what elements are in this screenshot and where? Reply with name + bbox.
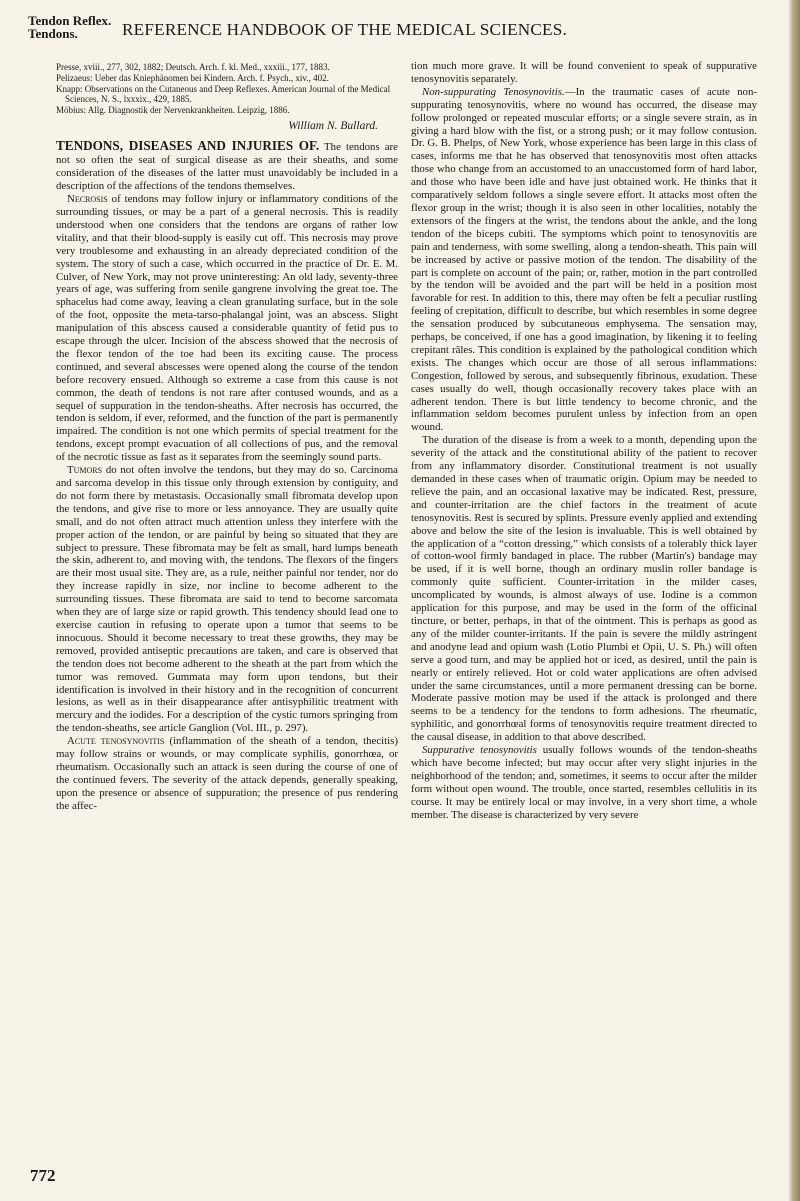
nonsupp-label: Non-suppurating Tenosynovitis. [422,85,565,98]
left-column [56,62,398,813]
reference-entry: Presse, xviii., 277, 302, 1882; Deutsch. Arch. f. kl. Med., xxxiii., 177, 1883. [56,62,330,72]
necrosis-label: Necrosis [67,193,108,206]
running-head [28,14,780,50]
right-column [411,60,757,821]
continuation-paragraph: tion much more grave. It will be found convenient to speak of suppurative tenosynovitis separately. [411,60,757,85]
acute-label: Acute tenosynovitis [67,735,165,748]
suppurative-text: usually follows wounds of the tendon-sheaths which have become infected; but may occur after very slight injuries in the neighborhood of the tendon; and, sometimes, it seems to occur after the milder form without open wound. The trouble, once started, resembles cellulitis in its course. It may be entirely local or may involve, in a very short time, a whole member. The disease is characterized by very severe [411,744,758,821]
page-number: 772 [30,1166,56,1185]
suppurative-paragraph [411,744,757,821]
reference-entry: Möbius: Allg. Diagnostik der Nervenkrankheiten. Leipzig, 1886. [56,105,290,116]
tumors-label: Tumors [67,464,103,477]
book-title: REFERENCE HANDBOOK OF THE MEDICAL SCIENCES. [122,20,567,39]
side-heading-line-2: Tendons. [28,26,78,41]
reference-entry: Pelizaeus: Ueber das Kniephänomen bei Kindern. Arch. f. Psych., xiv., 402. [56,72,329,83]
intro-text: The tendons are not so often the seat of surgical disease as are their sheaths, and some consideration of the diseases of the latter must unavoidably be included in a description of the affections of the tendons themselves. [56,141,398,193]
necrosis-text: of tendons may follow injury or inflammatory conditions of the surrounding tissues, or may be a part of a general necrosis. This is readily understood when one considers that the tendons are organs of rather low vitality, and that their blood-supply is easily cut off. This necrosis may prove very troublesome and exhausting in an already depreciated condition of the system. The story of such a case, which occurred in the practice of Dr. E. M. Culver, of New York, may not prove uninteresting: An old lady, seventy-three years of age, was suffering from senile gangrene involving the great toe. The sphacelus had come away, leaving a clean granulating surface, but in the sole of the foot, opposite the meta-tarso-phalangal joint, was an abscess. Slight manipulation of this abscess caused a considerable quantity of fetid pus to escape through the ulcer. Incision of the abscess showed that the necrosis of the flexor tendon of the toe had been its exciting cause. The process continued, and several abscesses were opened along the course of the tendon before recovery ensued. Although so extreme a case from this cause is not common, the death of tendons is not rare after contused wounds, and as a sequel of suppuration in the tendon-sheaths. After necrosis has occurred, the tendon is seldom, if ever, reformed, and the function of the part is permanently impaired. The condition is not one which permits of special treatment for the tendons, except prompt evacuation of all collections of pus, and the removal of the necrotic tissue as fast as it separates from the seemingly sound parts. [56,193,398,464]
acute-text: (inflammation of the sheath of a tendon, thecitis) may follow strains or wounds, or may complicate syphilis, gonorrhœa, or rheumatism. Occasionally such an attack is seen during the course of one of the continued fevers. The severity of the attack depends, generally speaking, upon the presence or absence of suppuration; the presence of pus rendering the affec- [56,735,398,812]
intro-paragraph [56,139,398,193]
side-heading [28,14,111,40]
acute-paragraph [56,735,398,812]
tumors-text: do not often involve the tendons, but they may do so. Carcinoma and sarcoma develop in this tissue only through extension by contiguity, and do not form there by metastasis. Occasionally small fibromata develop upon the tendons, and give rise to more or less annoyance. They are usually quite small, and do not often attract much attention unless they interfere with the proper action of the tendon, or are painful by being so situated that they are subject to pressure. These fibromata may be felt as small, hard lumps beneath the skin, adherent to, and moving with, the tendons. The flexors of the fingers are their most usual site. They are, as a rule, neither painful nor tender, nor do they increase rapidly in size, nor incline to become adherent to the surrounding tissues. These fibromata are said to tend to become sarcomata when they are of large size or rapid growth. This tendency should lead one to exercise caution in refusing to operate upon a tumor that seems to be innocuous. Should it become necessary to treat these growths, they may be removed, provided antiseptic precautions are taken, and care is observed that the tendon does not become adherent to the sheath at the part from which the tumor was removed. Gummata may form upon tendons, but their identification is involved in their history and in the recognition of concurrent lesions, as well as in their disappearance after antisyphilitic treatment with mercury and the iodides. For a description of the cystic tumors springing from the tendon-sheaths, see article Ganglion (Vol. III., p. 297). [56,464,398,735]
tumors-paragraph [56,464,398,735]
nonsupp-paragraph [411,86,757,434]
author-signature: William N. Bullard. [288,119,378,132]
duration-paragraph: The duration of the disease is from a week to a month, depending upon the severity of the attack and the constitutional ability of the patient to recover from any inflammatory disorder. Constitutional treatment is not usually demanded in these cases when of traumatic origin. Opium may be needed to relieve the pain, and an occasional laxative may be indicated. Rest, pressure, and counter-irritation are the chief factors in the treatment of acute tenosynovitis. Rest is secured by splints. Pressure evenly applied and extending above and below the site of the lesion is invaluable. This is well obtained by the application of a “cotton dressing,” which consists of a tolerably thick layer of cotton-wool firmly bandaged in place. The rubber (Martin's) bandage may be used, if it is well borne, though an ordinary muslin roller bandage is commonly quite sufficient. Counter-irritation in the milder cases, uncomplicated by wounds, is almost always of use. Iodine is a common application for this purpose, and may be used in the form of the officinal tincture, or better, perhaps, in that of the ointment. This is perhaps as good as any of the milder counter-irritants. If the pain is severe the mildly astringent and anodyne lead and opium wash (Lotio Plumbi et Opii, U. S. Ph.) will often serve a good turn, and may be applied hot or iced, as desired, until the pain is nearly or entirely relieved. Hot or cold water applications are often advised under the same circumstances, until a more permanent dressing can be borne. Moderate passive motion may be used if the attack is prolonged and there seems to be a tendency for the tendons to form adhesions. The rheumatic, syphilitic, and gonorrhœal forms of tenosynovitis require treatment directed to the causal disease, in addition to that above described. [411,434,757,744]
scan-edge [788,0,800,1201]
necrosis-paragraph [56,193,398,464]
article-title: TENDONS, DISEASES AND INJURIES OF. [56,138,320,154]
suppurative-label: Suppurative tenosynovitis [422,744,537,757]
nonsupp-text: —In the traumatic cases of acute non-suppurating tenosynovitis, where no wound has occurred, the disease may follow prolonged or repeated muscular efforts; or a single severe strain, as in giving a hard blow with the fist, or a strong push; or it may follow contusion. Dr. G. B. Phelps, of New York, whose experience has been large in this class of cases, informs me that he has observed that tenosynovitis most often attacks those who change from an accustomed to an unaccustomed form of hard labor, and those who have been idle and have just obtained work. He thinks that it comparatively seldom follows a single severe effort. It attacks most often the flexor group in the wrist; though it is also seen in other localities, notably the extensors of the fingers at the wrist, the tendons about the ankle, and the long tendon of the biceps cubiti. The symptoms which point to tenosynovitis are pain and tenderness, with some swelling, along a tendon-sheath. This pain will be increased by active or passive motion of the tendon. The disability of the part is complete on account of the pain; or, rather, motion in the part controlled by the tendon will be avoided and the part will be held in a position most favorable for rest. In addition to this, there may often be felt a peculiar rustling feeling of crepitation, difficult to describe, but which resembles in some degree the sensation produced by subcutaneous emphysema. The sensation may, perhaps, be conceived, if one has a good imagination, by likening it to feeling crepitant râles. This condition is explained by the pathological condition which exists. The changes which occur are those of all serous inflammations: Congestion, followed by serous, and subsequently fibrinous, exudation. These cases usually do well, though occasionally recovery takes place with an adherent tendon. There is but little tendency to become chronic, and the inflammation seldom becomes purulent unless by infection from an open wound. [411,85,757,434]
side-heading-line-1: Tendon Reflex. [28,13,112,28]
reference-entry: Knapp: Observations on the Cutaneous and Deep Reflexes. American Journal of the Medical Sciences, N. S., lxxxix., 429, 1885. [56,83,391,105]
